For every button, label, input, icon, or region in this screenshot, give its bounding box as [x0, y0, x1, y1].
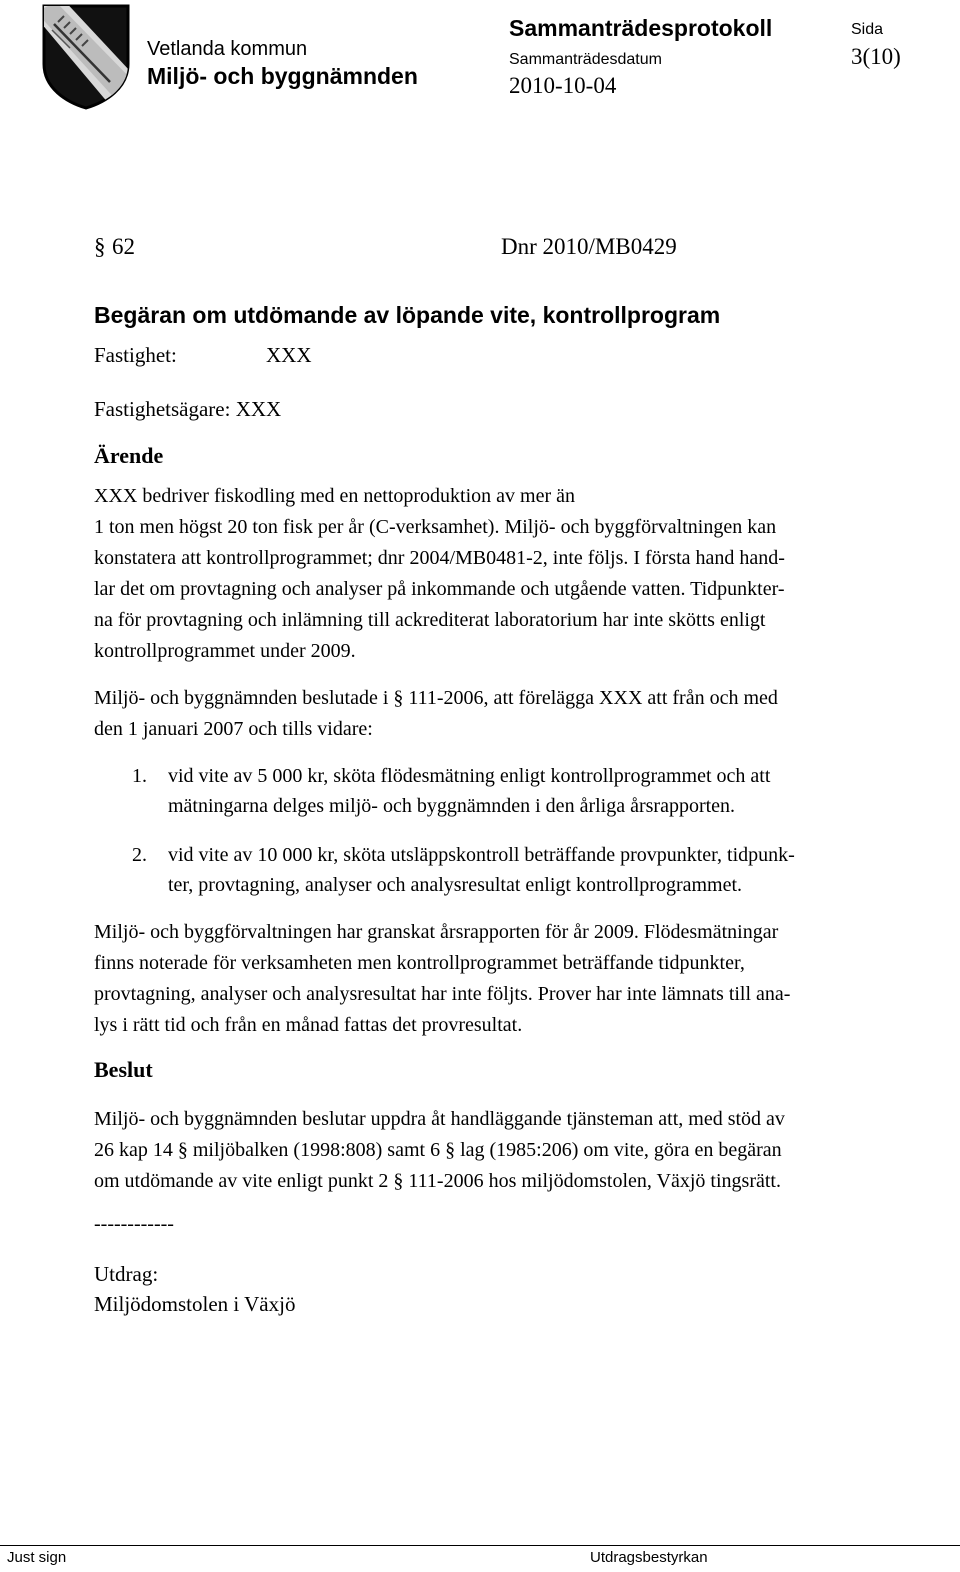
matter-paragraph-1 — [94, 481, 944, 667]
text-line: Miljö- och byggnämnden beslutar uppdra åt handläggande tjänsteman att, med stöd av — [94, 1108, 785, 1130]
section-number: 62 — [112, 234, 135, 259]
text-line: na för provtagning och inlämning till ackrediterat laboratorium har inte skötts enligt — [94, 609, 766, 631]
text-line: finns noterade för verksamheten men kontrollprogrammet beträffande tidpunkter, — [94, 952, 745, 974]
text-line: 26 kap 14 § miljöbalken (1998:808) samt 6 § lag (1985:206) om vite, göra en begäran — [94, 1139, 782, 1161]
text-line: den 1 januari 2007 och tills vidare: — [94, 718, 373, 740]
list-item-number: 2. — [132, 844, 147, 866]
page-number: 3(10) — [851, 44, 901, 69]
text-line: vid vite av 5 000 kr, sköta flödesmätning enligt kontrollprogrammet och att — [168, 765, 771, 787]
text-line: vid vite av 10 000 kr, sköta utsläppskontroll beträffande provpunkter, tidpunk- — [168, 844, 795, 866]
page-label: Sida — [851, 21, 884, 38]
text-line: ter, provtagning, analyser och analysresultat enligt kontrollprogrammet. — [168, 874, 743, 896]
property-value: XXX — [266, 343, 312, 367]
case-title: Begäran om utdömande av löpande vite, kontrollprogram — [94, 302, 721, 328]
municipal-coat-of-arms — [40, 2, 132, 110]
matter-paragraph-3 — [94, 917, 944, 1041]
text-line: provtagning, analyser och analysresultat har inte följts. Prover har inte lämnats till ana- — [94, 983, 791, 1005]
footer-signature-label: Just sign — [7, 1549, 67, 1566]
decision-paragraph — [94, 1104, 944, 1197]
excerpt-label: Utdrag: — [94, 1262, 159, 1286]
paragraph-sign: § — [94, 234, 106, 259]
matter-paragraph-2 — [94, 683, 944, 745]
text-line: konstatera att kontrollprogrammet; dnr 2004/MB0481-2, inte följs. I första hand hand- — [94, 547, 785, 569]
text-line: mätningarna delges miljö- och byggnämnden i den årliga årsrapporten. — [168, 795, 736, 817]
text-line: 1 ton men högst 20 ton fisk per år (C-verksamhet). Miljö- och byggförvaltningen kan — [94, 516, 777, 538]
text-line: lys i rätt tid och från en månad fattas det provresultat. — [94, 1014, 523, 1036]
text-line: Miljö- och byggförvaltningen har granskat årsrapporten för år 2009. Flödesmätningar — [94, 921, 779, 943]
excerpt-recipient: Miljödomstolen i Växjö — [94, 1292, 296, 1316]
property-owner: Fastighetsägare: XXX — [94, 397, 282, 421]
text-line: lar det om provtagning och analyser på inkommande och utgående vatten. Tidpunkter- — [94, 578, 785, 600]
case-number: Dnr 2010/MB0429 — [501, 234, 677, 259]
matter-heading: Ärende — [94, 443, 164, 468]
list-item-number: 1. — [132, 765, 147, 787]
text-line: kontrollprogrammet under 2009. — [94, 640, 356, 662]
meeting-date: 2010-10-04 — [509, 73, 617, 98]
decision-heading: Beslut — [94, 1057, 153, 1082]
footer-certification-label: Utdragsbestyrkan — [590, 1549, 708, 1566]
property-label: Fastighet: — [94, 343, 177, 367]
municipality-name: Vetlanda kommun — [147, 38, 308, 60]
separator-dashes: ------------ — [94, 1213, 174, 1235]
text-line: Miljö- och byggnämnden beslutade i § 111-2006, att förelägga XXX att från och med — [94, 687, 778, 709]
meeting-date-label: Sammanträdesdatum — [509, 51, 662, 68]
document-title: Sammanträdesprotokoll — [509, 15, 773, 41]
text-line: om utdömande av vite enligt punkt 2 § 111-2006 hos miljödomstolen, Växjö tingsrätt. — [94, 1170, 781, 1192]
text-line: XXX bedriver fiskodling med en nettoproduktion av mer än — [94, 485, 575, 507]
committee-name: Miljö- och byggnämnden — [147, 63, 418, 89]
footer-divider — [0, 1545, 960, 1546]
